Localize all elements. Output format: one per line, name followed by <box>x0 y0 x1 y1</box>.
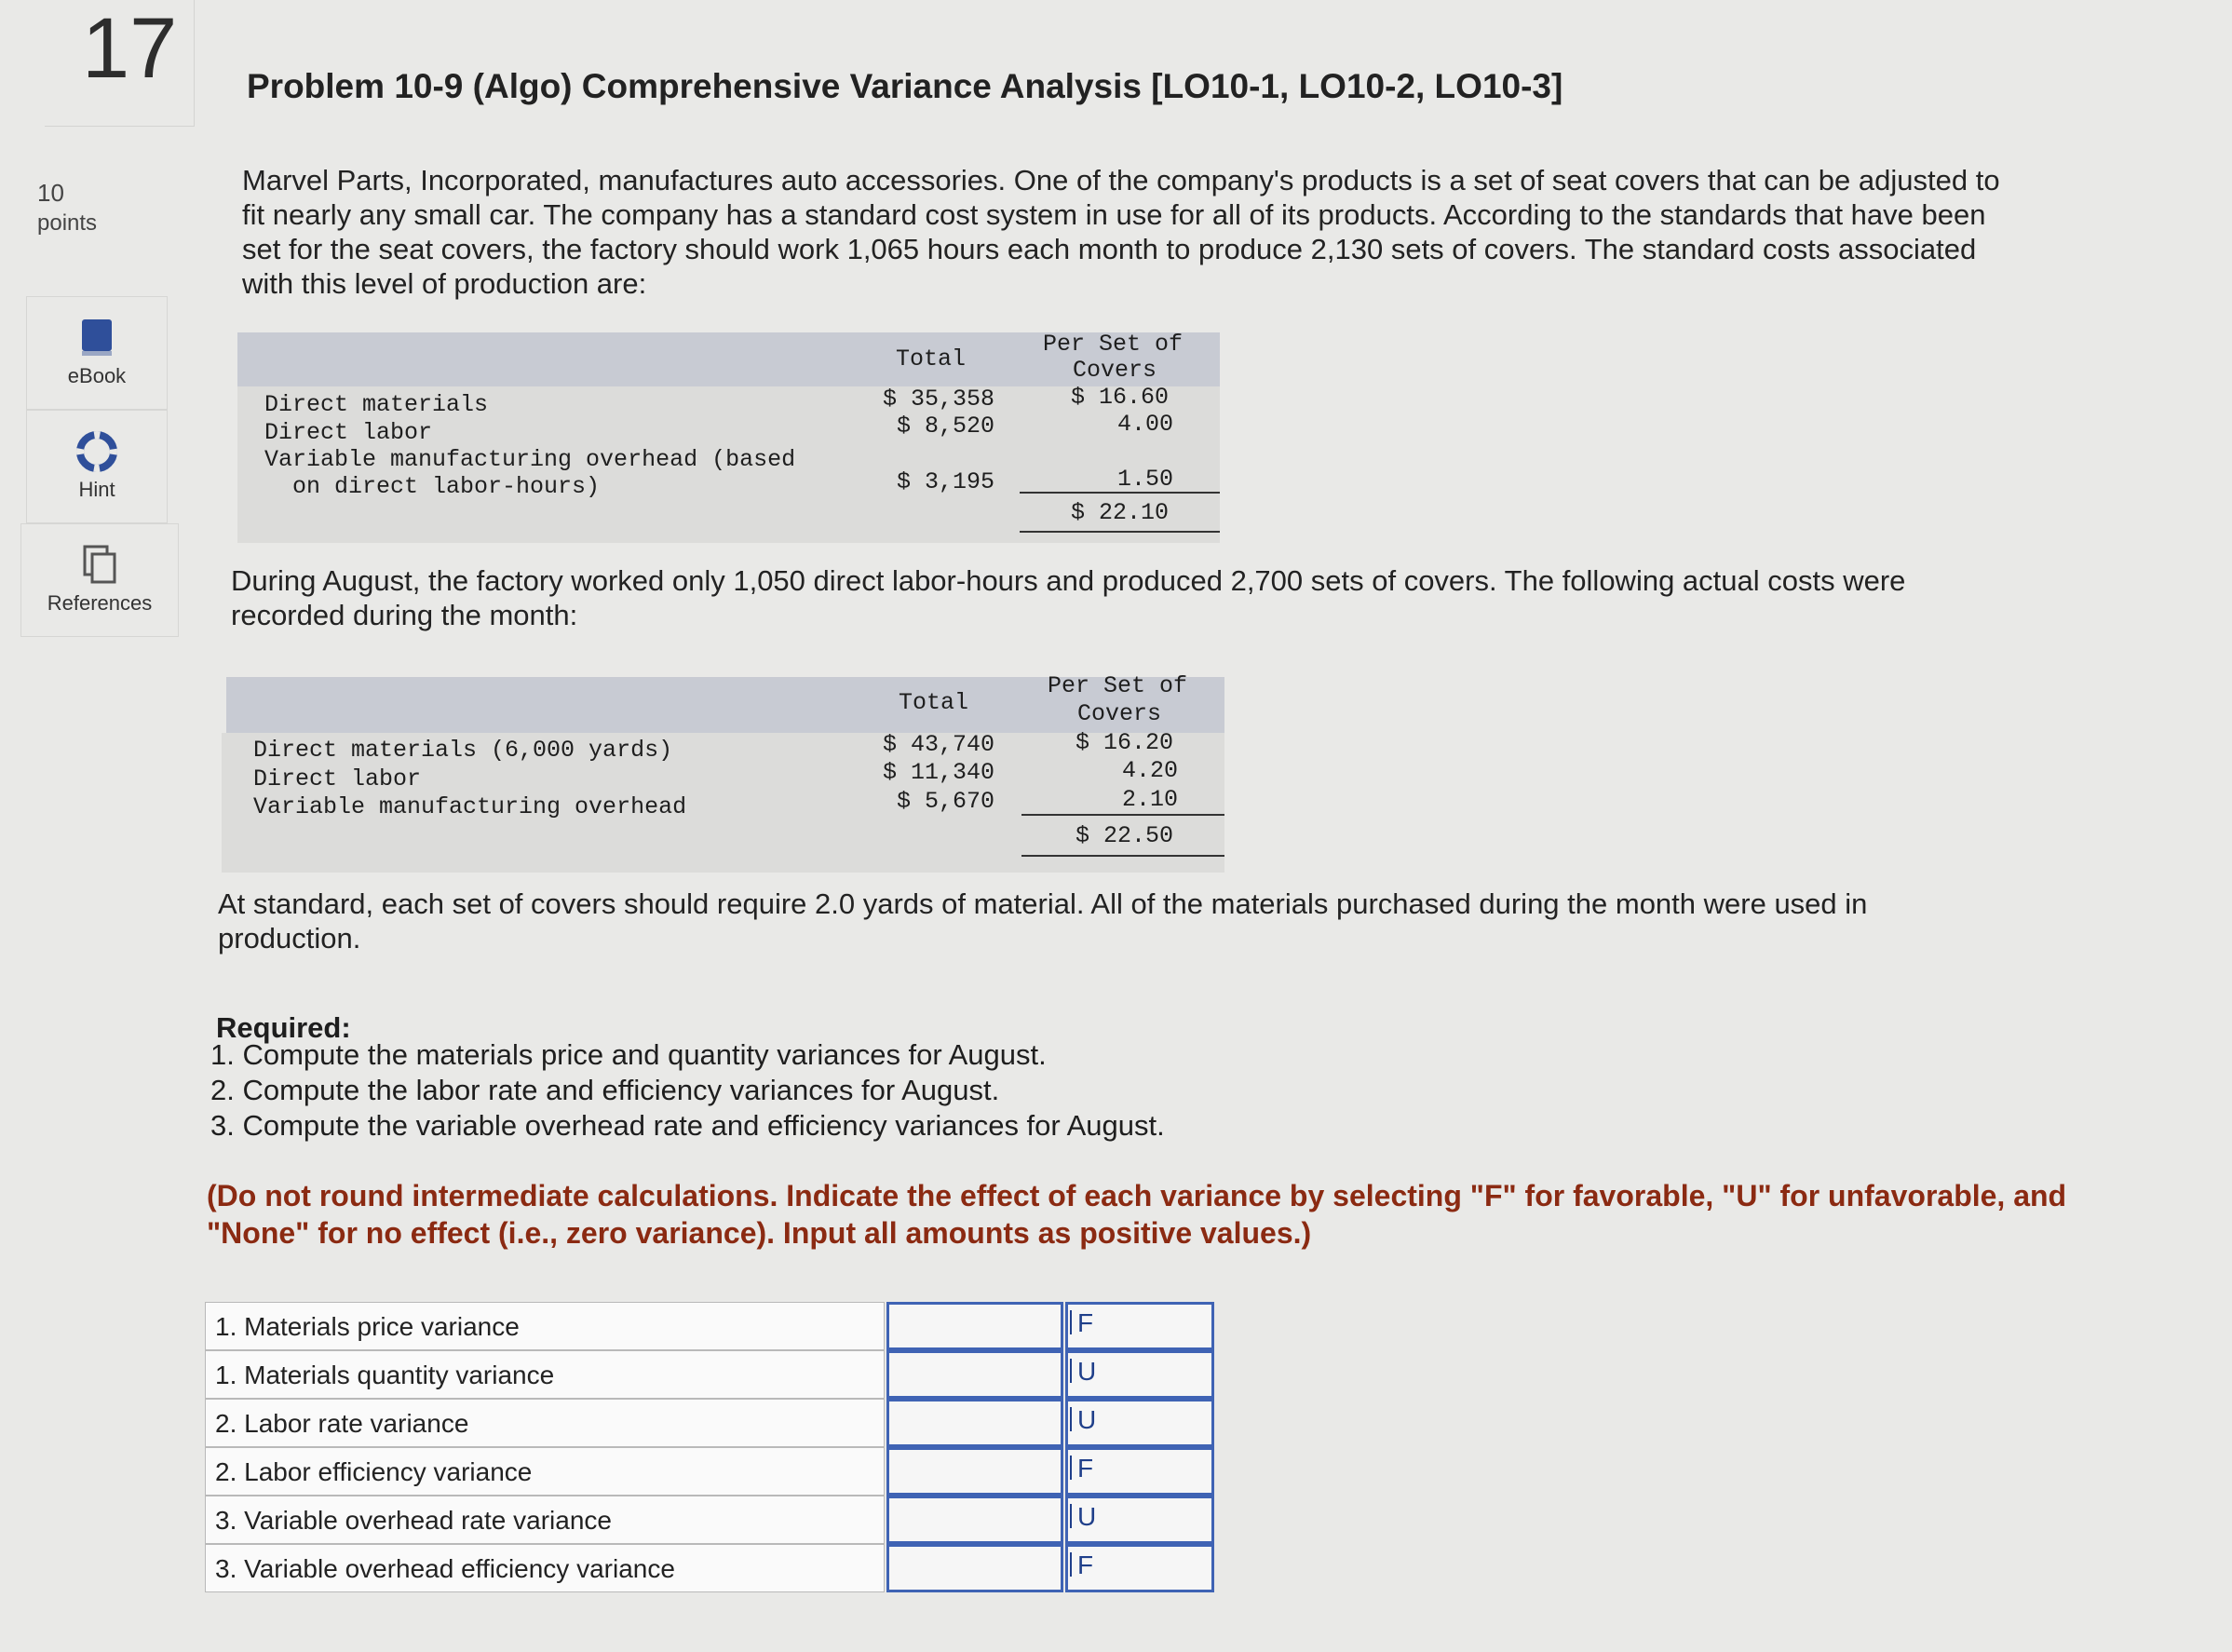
answer-row <box>205 1447 1215 1496</box>
ebook-button[interactable] <box>26 296 168 410</box>
variance-amount-input[interactable] <box>886 1302 1063 1350</box>
answer-row <box>205 1350 1215 1399</box>
std-row-per-set: 4.00 <box>1117 411 1174 438</box>
answer-row-label: 1. Materials quantity variance <box>205 1350 885 1399</box>
act-row-per-set: $ 16.20 <box>1075 729 1174 756</box>
std-row-per-set: $ 16.60 <box>1071 384 1170 411</box>
points-label: points <box>37 210 98 236</box>
std-row-label-cont: on direct labor-hours) <box>292 473 601 500</box>
std-row-total: $ 35,358 <box>883 386 995 413</box>
std-total-rule <box>1020 531 1220 533</box>
variance-amount-input[interactable] <box>886 1496 1063 1544</box>
required-list <box>210 1037 1165 1144</box>
act-col-total: Total <box>899 689 969 716</box>
answer-table <box>205 1302 1215 1594</box>
act-row-total: $ 11,340 <box>883 759 995 786</box>
act-col-per-set-2: Covers <box>1077 700 1162 727</box>
lifebuoy-icon <box>76 431 117 472</box>
std-row-total: $ 3,195 <box>897 468 995 495</box>
act-per-set-total: $ 22.50 <box>1075 822 1174 849</box>
hint-label: Hint <box>78 478 115 501</box>
act-subtotal-rule <box>1021 814 1224 816</box>
std-per-set-total: $ 22.10 <box>1071 499 1170 526</box>
act-row-label: Direct materials (6,000 yards) <box>253 737 673 764</box>
std-subtotal-rule <box>1020 492 1220 494</box>
answer-row-label: 3. Variable overhead efficiency variance <box>205 1544 885 1592</box>
required-item: 2. Compute the labor rate and efficiency variances for August. <box>210 1074 1000 1106</box>
effect-select[interactable]: F <box>1065 1544 1214 1592</box>
book-icon <box>78 318 115 359</box>
variance-amount-input[interactable] <box>886 1399 1063 1447</box>
act-row-total: $ 43,740 <box>883 731 995 758</box>
std-row-label: Direct materials <box>264 391 489 418</box>
act-row-label: Variable manufacturing overhead <box>253 793 687 820</box>
std-row-label: Direct labor <box>264 419 433 446</box>
problem-title: Problem 10-9 (Algo) Comprehensive Variance Analysis [LO10-1, LO10-2, LO10-3] <box>247 67 1563 105</box>
effect-select[interactable]: U <box>1065 1350 1214 1399</box>
points-value: 10 <box>37 179 64 207</box>
act-total-rule <box>1021 855 1224 857</box>
act-col-per-set-1: Per Set of <box>1048 672 1188 699</box>
effect-select[interactable]: F <box>1065 1302 1214 1350</box>
variance-amount-input[interactable] <box>886 1447 1063 1496</box>
hint-button[interactable] <box>26 410 168 523</box>
answer-row <box>205 1399 1215 1447</box>
required-item: 3. Compute the variable overhead rate and efficiency variances for August. <box>210 1109 1165 1142</box>
answer-row <box>205 1496 1215 1544</box>
answer-row-label: 1. Materials price variance <box>205 1302 885 1350</box>
standard-note-paragraph: At standard, each set of covers should require 2.0 yards of material. All of the materials purchased during the month were used in production. <box>218 887 1868 955</box>
variance-amount-input[interactable] <box>886 1544 1063 1592</box>
std-col-per-set-1: Per Set of <box>1043 331 1184 358</box>
august-paragraph: During August, the factory worked only 1,050 direct labor-hours and produced 2,700 sets of covers. The following actual costs were recorded during the month: <box>231 564 1906 631</box>
references-label: References <box>47 591 153 615</box>
required-heading: Required: <box>216 1011 351 1044</box>
answer-row-label: 3. Variable overhead rate variance <box>205 1496 885 1544</box>
act-row-label: Direct labor <box>253 765 422 792</box>
required-item: 1. Compute the materials price and quantity variances for August. <box>210 1038 1047 1071</box>
variance-amount-input[interactable] <box>886 1350 1063 1399</box>
answer-row-label: 2. Labor rate variance <box>205 1399 885 1447</box>
std-row-total: $ 8,520 <box>897 413 995 440</box>
effect-select[interactable]: U <box>1065 1496 1214 1544</box>
act-row-per-set: 2.10 <box>1122 786 1179 813</box>
std-row-per-set: 1.50 <box>1117 466 1174 493</box>
effect-select[interactable]: F <box>1065 1447 1214 1496</box>
references-button[interactable] <box>20 523 179 637</box>
effect-select[interactable]: U <box>1065 1399 1214 1447</box>
std-col-per-set-2: Covers <box>1073 357 1157 384</box>
copy-documents-icon <box>81 545 118 586</box>
act-row-total: $ 5,670 <box>897 788 995 815</box>
ebook-label: eBook <box>67 364 127 387</box>
intro-paragraph: Marvel Parts, Incorporated, manufactures auto accessories. One of the company's products is a set of seat covers that can be adjusted to fit nearly any small car. The company has a standard cost system in use for all of its products. According to the standards that have been set for the seat covers, the factory should work 1,065 hours each month to produce 2,130 sets of covers. The standard costs associated with this level of production are: <box>242 164 2000 300</box>
act-row-per-set: 4.20 <box>1122 757 1179 784</box>
answer-row-label: 2. Labor efficiency variance <box>205 1447 885 1496</box>
std-row-label: Variable manufacturing overhead (based <box>264 446 796 473</box>
question-number: 17 <box>82 1 178 96</box>
instructions-text: (Do not round intermediate calculations. Indicate the effect of each variance by selecting "F" for favorable, "U" for unfavorable, and "None" for no effect (i.e., zero variance). Input all amounts as positive values.) <box>207 1179 2067 1250</box>
std-col-total: Total <box>896 345 967 372</box>
answer-row <box>205 1544 1215 1592</box>
answer-row <box>205 1302 1215 1350</box>
